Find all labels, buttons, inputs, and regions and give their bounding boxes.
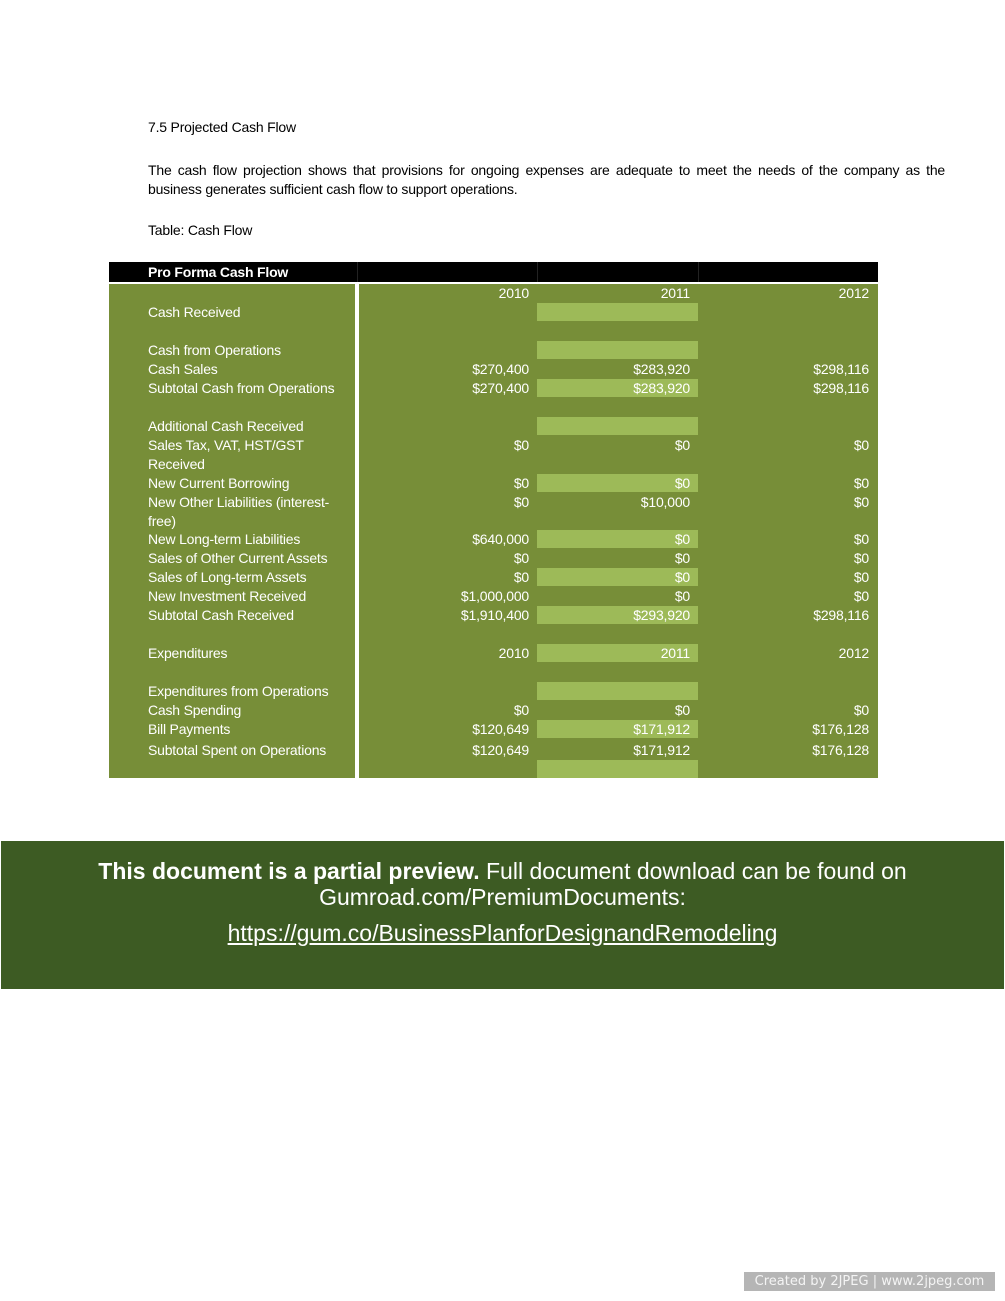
preview-bold-text: This document is a partial preview. xyxy=(98,858,480,884)
value-2012: $0 xyxy=(853,702,869,718)
table-row xyxy=(109,530,878,549)
value-2010: $270,400 xyxy=(472,361,529,377)
header-separator xyxy=(357,262,358,282)
table-row xyxy=(109,341,878,360)
value-2010: $0 xyxy=(513,494,529,510)
table-title: Pro Forma Cash Flow xyxy=(148,264,289,280)
value-2010: $0 xyxy=(513,437,529,453)
row-label: New Current Borrowing xyxy=(148,475,290,491)
value-2012: $298,116 xyxy=(813,607,869,623)
row-label: Cash Spending xyxy=(148,702,242,718)
table-row xyxy=(109,568,878,587)
table-row xyxy=(109,417,878,436)
row-label: Subtotal Spent on Operations xyxy=(148,742,327,758)
value-2012: $0 xyxy=(853,494,869,510)
value-2011: $0 xyxy=(674,550,690,566)
table-caption: Table: Cash Flow xyxy=(148,222,253,238)
row-label: Cash from Operations xyxy=(148,342,281,358)
value-2010: $1,910,400 xyxy=(460,607,529,623)
table-row xyxy=(109,549,878,568)
table-row xyxy=(109,663,878,682)
row-label: New Investment Received xyxy=(148,588,307,604)
value-2011: $171,912 xyxy=(633,742,690,758)
value-2012: $0 xyxy=(853,475,869,491)
table-row xyxy=(109,741,878,760)
value-2012: $176,128 xyxy=(812,742,869,758)
value-2012: 2012 xyxy=(838,285,869,301)
value-2010: $0 xyxy=(513,702,529,718)
row-label: New Other Liabilities (interest-free) xyxy=(148,494,330,529)
value-2010: $0 xyxy=(513,550,529,566)
value-2010: 2010 xyxy=(498,285,529,301)
section-title: 7.5 Projected Cash Flow xyxy=(148,119,296,135)
download-link[interactable]: https://gum.co/BusinessPlanforDesignandRemodeling xyxy=(227,920,778,946)
value-2012: $0 xyxy=(853,437,869,453)
table-row xyxy=(109,682,878,701)
row-label: Sales of Long-term Assets xyxy=(148,569,307,585)
value-2012: $0 xyxy=(853,569,869,585)
value-2011: $283,920 xyxy=(633,380,690,396)
row-label: Cash Sales xyxy=(148,361,218,377)
table-row xyxy=(109,284,878,303)
value-2010: 2010 xyxy=(498,645,529,661)
row-label: Cash Received xyxy=(148,304,241,320)
intro-paragraph: The cash flow projection shows that provisions for ongoing expenses are adequate to meet the needs of the company as the business generates sufficient cash flow to support operations. xyxy=(148,162,945,197)
value-2011: $293,920 xyxy=(633,607,690,623)
value-2012: $176,128 xyxy=(812,721,869,737)
value-2010: $640,000 xyxy=(472,531,529,547)
table-row xyxy=(109,720,878,739)
table-row xyxy=(109,701,878,720)
value-2010: $1,000,000 xyxy=(460,588,529,604)
header-separator xyxy=(537,262,538,282)
value-2011: $0 xyxy=(674,702,690,718)
value-2011: $0 xyxy=(674,531,690,547)
table-header-bar xyxy=(109,262,878,282)
row-label: Expenditures xyxy=(148,645,228,661)
value-2011: $283,920 xyxy=(633,361,690,377)
value-2010: $270,400 xyxy=(472,380,529,396)
row-label: Bill Payments xyxy=(148,721,231,737)
table-row xyxy=(109,474,878,493)
row-label: Sales of Other Current Assets xyxy=(148,550,328,566)
value-2011: $10,000 xyxy=(640,494,690,510)
watermark: Created by 2JPEG | www.2jpeg.com xyxy=(744,1272,995,1291)
table-row xyxy=(109,379,878,398)
value-2012: $298,116 xyxy=(813,361,869,377)
value-2010: $120,649 xyxy=(472,742,529,758)
row-label: Subtotal Cash Received xyxy=(148,607,294,623)
row-label: Additional Cash Received xyxy=(148,418,304,434)
highlight-cell xyxy=(537,760,698,778)
value-2010: $0 xyxy=(513,475,529,491)
header-separator xyxy=(698,262,699,282)
value-2012: $0 xyxy=(853,550,869,566)
preview-source: Gumroad.com/PremiumDocuments: xyxy=(319,884,686,910)
value-2011: $171,912 xyxy=(633,721,690,737)
table-row xyxy=(109,303,878,322)
table-row xyxy=(109,644,878,663)
table-row xyxy=(109,606,878,625)
row-label: Subtotal Cash from Operations xyxy=(148,380,335,396)
table-row xyxy=(109,398,878,417)
value-2011: 2011 xyxy=(660,285,690,301)
value-2011: $0 xyxy=(674,588,690,604)
table-row xyxy=(109,625,878,644)
value-2011: 2011 xyxy=(660,645,690,661)
value-2010: $0 xyxy=(513,569,529,585)
value-2012: $0 xyxy=(853,588,869,604)
value-2011: $0 xyxy=(674,437,690,453)
table-row xyxy=(109,360,878,379)
value-2012: 2012 xyxy=(838,645,869,661)
preview-text: Full document download can be found on xyxy=(479,858,907,884)
row-label: New Long-term Liabilities xyxy=(148,531,301,547)
row-label: Expenditures from Operations xyxy=(148,683,329,699)
row-label: Sales Tax, VAT, HST/GST Received xyxy=(148,437,304,472)
preview-banner xyxy=(1,841,1004,989)
table-row xyxy=(109,322,878,341)
value-2010: $120,649 xyxy=(472,721,529,737)
preview-line-1 xyxy=(1,858,1004,885)
value-2012: $0 xyxy=(853,531,869,547)
table-row xyxy=(109,587,878,606)
value-2011: $0 xyxy=(674,475,690,491)
value-2012: $298,116 xyxy=(813,380,869,396)
table-row xyxy=(109,493,878,529)
value-2011: $0 xyxy=(674,569,690,585)
table-row xyxy=(109,436,878,472)
